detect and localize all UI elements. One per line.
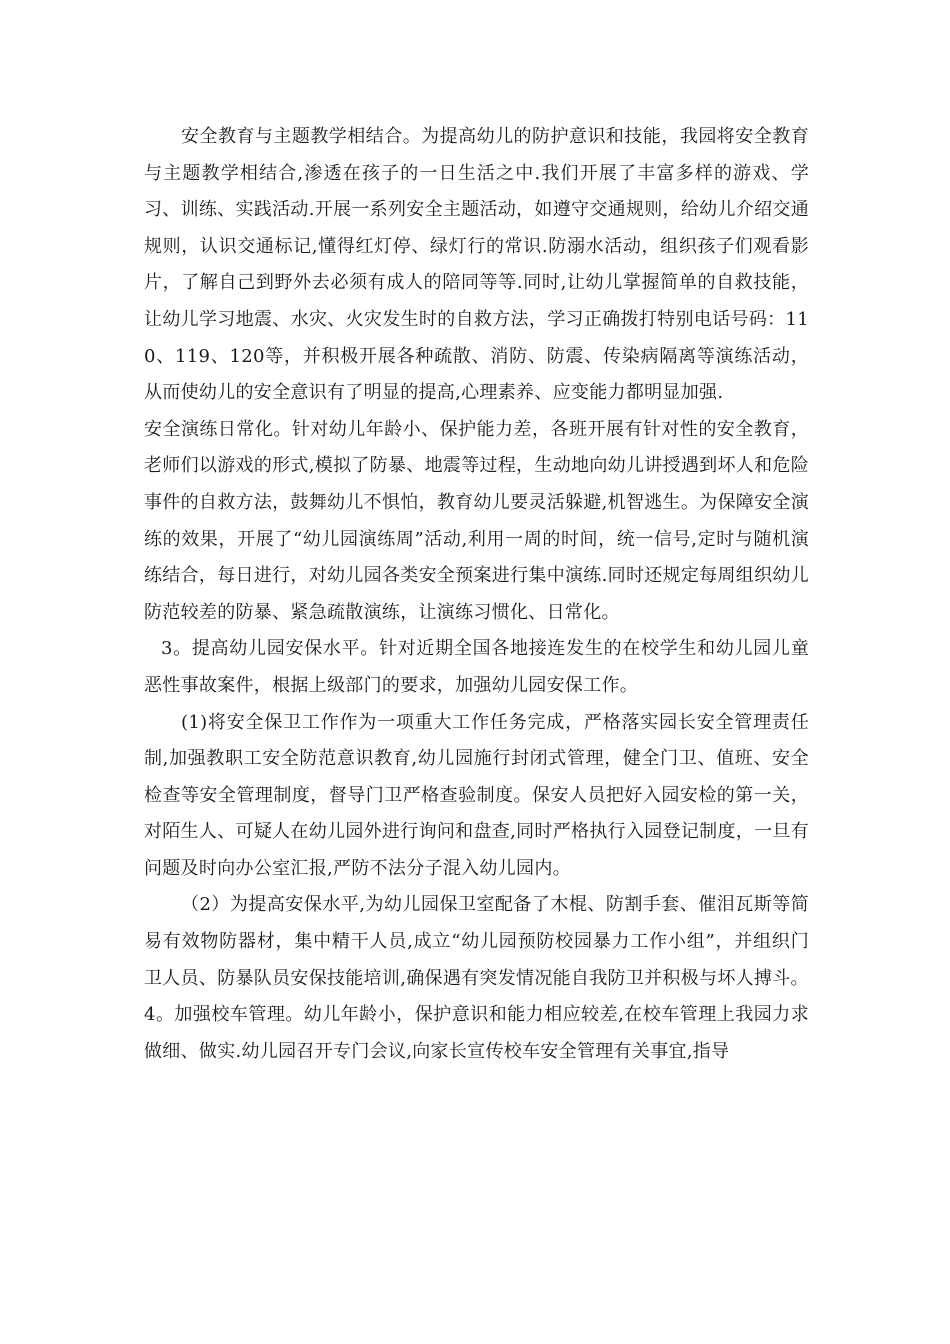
paragraph-security-item-2: （2）为提高安保水平,为幼儿园保卫室配备了木棍、防割手套、催泪瓦斯等简易有效物防器材，集中精干人员,成立“幼儿园预防校园暴力工作小组”，并组织门卫人员、防暴队员安保技能培训,确保遇有突发情况能自我防卫并积极与坏人搏斗。 (144, 894, 809, 989)
paragraph-security-level: 3。提高幼儿园安保水平。针对近期全国各地接连发生的在校学生和幼儿园儿童恶性事故案件，根据上级部门的要求，加强幼儿园安保工作。 (144, 638, 809, 696)
paragraph-school-bus: 4。加强校车管理。幼儿年龄小，保护意识和能力相应较差,在校车管理上我园力求做细、做实.幼儿园召开专门会议,向家长宣传校车安全管理有关事宜,指导 (144, 1004, 809, 1062)
paragraph-safety-drills: 安全演练日常化。针对幼儿年龄小、保护能力差，各班开展有针对性的安全教育，老师们以游戏的形式,模拟了防暴、地震等过程，生动地向幼儿讲授遇到坏人和危险事件的自救方法，鼓舞幼儿不惧怕，教育幼儿要灵活躲避,机智逃生。为保障安全演练的效果，开展了“幼儿园演练周”活动,利用一周的时间，统一信号,定时与随机演练结合，每日进行，对幼儿园各类安全预案进行集中演练.同时还规定每周组织幼儿防范较差的防暴、紧急疏散演练，让演练习惯化、日常化。 (144, 418, 809, 623)
document-body (144, 119, 809, 1070)
paragraph-safety-education: 安全教育与主题教学相结合。为提高幼儿的防护意识和技能，我园将安全教育与主题教学相结合,渗透在孩子的一日生活之中.我们开展了丰富多样的游戏、学习、训练、实践活动.开展一系列安全主题活动，如遵守交通规则，给幼儿介绍交通规则，认识交通标记,懂得红灯停、绿灯行的常识.防溺水活动，组织孩子们观看影片，了解自己到野外去必须有成人的陪同等等.同时,让幼儿掌握简单的自救技能，让幼儿学习地震、水灾、火灾发生时的自救方法，学习正确拨打特别电话号码：110、119、120等，并积极开展各种疏散、消防、防震、传染病隔离等演练活动，从而使幼儿的安全意识有了明显的提高,心理素养、应变能力都明显加强. (144, 126, 809, 404)
paragraph-security-item-1: (1)将安全保卫工作作为一项重大工作任务完成，严格落实园长安全管理责任制,加强教职工安全防范意识教育,幼儿园施行封闭式管理，健全门卫、值班、安全检查等安全管理制度，督导门卫严格查验制度。保安人员把好入园安检的第一关，对陌生人、可疑人在幼儿园外进行询问和盘查,同时严格执行入园登记制度，一旦有问题及时向办公室汇报,严防不法分子混入幼儿园内。 (144, 711, 809, 879)
